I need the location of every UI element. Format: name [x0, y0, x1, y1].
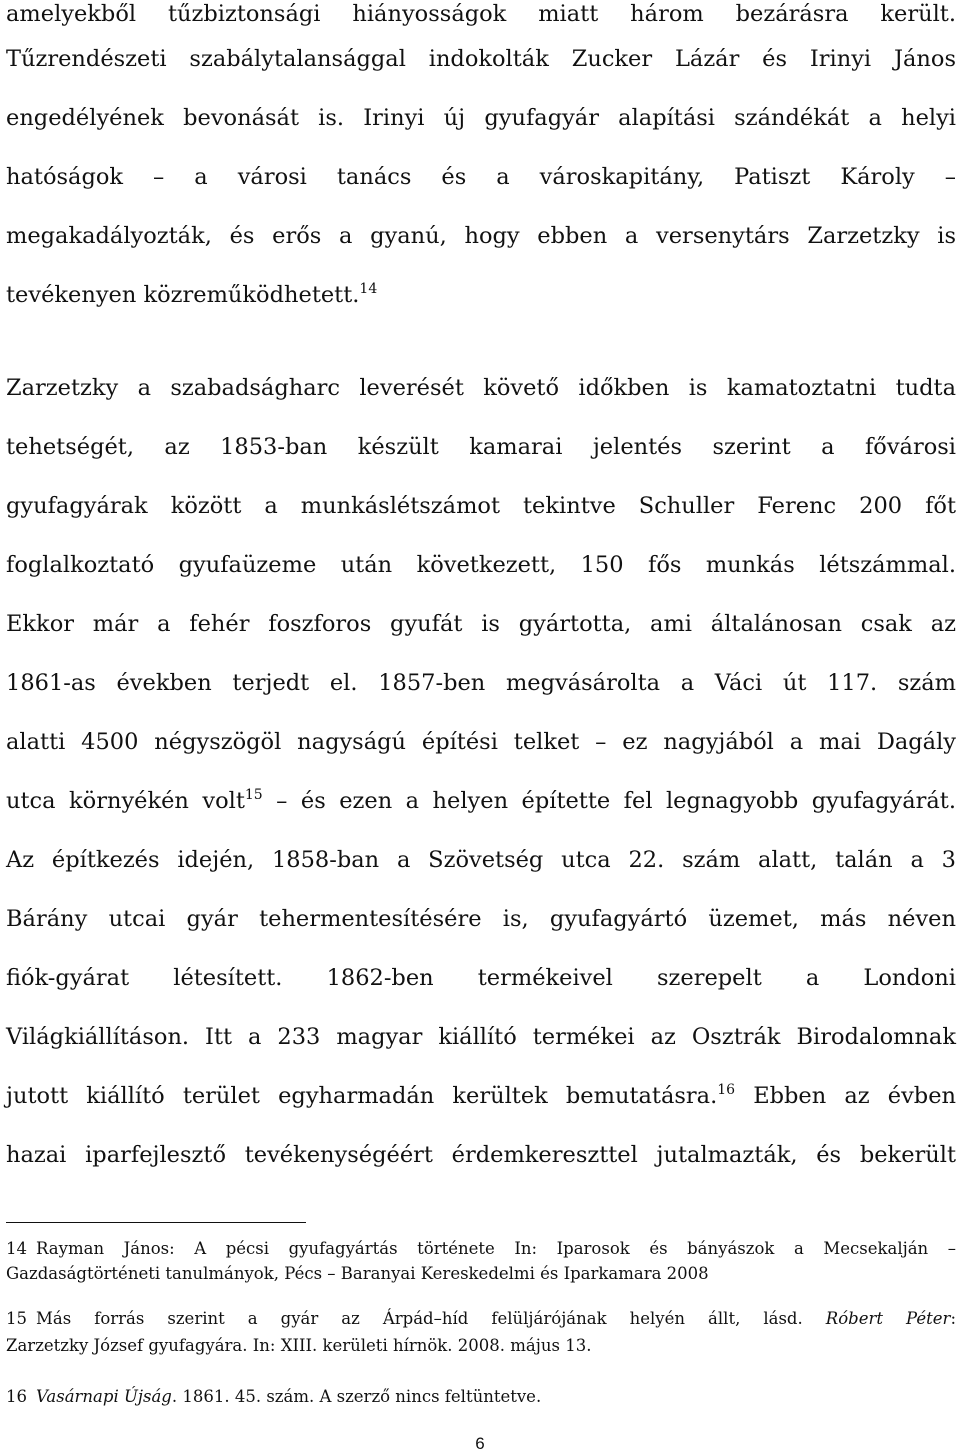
body-line: gyufagyárak között a munkáslétszámot tekintve Schuller Ferenc 200 főt	[6, 493, 956, 519]
footnote-16: 16 Vasárnapi Újság. 1861. 45. szám. A szerző nincs feltüntetve.	[6, 1387, 542, 1406]
footnote-ref-16[interactable]: 16	[717, 1082, 736, 1098]
footnote-number: 16	[6, 1387, 27, 1406]
footnote-14: 14 Rayman János: A pécsi gyufagyártás története In: Iparosok és bányászok a Mecsekalján –	[6, 1239, 956, 1258]
footnote-15-cont: Zarzetzky József gyufagyára. In: XIII. kerületi hírnök. 2008. május 13.	[6, 1336, 592, 1355]
body-line: Zarzetzky a szabadságharc leverését követő időkben is kamatoztatni tudta	[6, 375, 956, 401]
footnote-number: 14	[6, 1239, 27, 1258]
footnote-ref-14[interactable]: 14	[359, 281, 378, 297]
body-line: megakadályozták, és erős a gyanú, hogy ebben a versenytárs Zarzetzky is	[6, 223, 956, 249]
body-line: hazai iparfejlesztő tevékenységéért érdemkereszttel jutalmazták, és bekerült	[6, 1142, 956, 1168]
footnote-ref-15[interactable]: 15	[244, 787, 263, 803]
body-line: tevékenyen közreműködhetett.$^{14}$	[6, 281, 378, 308]
body-line: foglalkoztató gyufaüzeme után következett, 150 fős munkás létszámmal.	[6, 552, 956, 578]
body-line: Világkiállításon. Itt a 233 magyar kiállító termékei az Osztrák Birodalomnak	[6, 1024, 956, 1050]
body-line: amelyekből tűzbiztonsági hiányosságok miatt három bezárásra került.	[6, 1, 956, 27]
body-line: Bárány utcai gyár tehermentesítésére is, gyufagyártó üzemet, más néven	[6, 906, 956, 932]
footnote-15: 15 Más forrás szerint a gyár az Árpád–híd felüljárójának helyén állt, lásd. Róbert Péter:	[6, 1309, 957, 1328]
body-line: utca környékén volt$^{15}$ – és ezen a helyen építette fel legnagyobb gyufagyárát.	[6, 787, 956, 814]
body-line: 1861-as években terjedt el. 1857-ben megvásárolta a Váci út 117. szám	[6, 670, 956, 696]
body-line: jutott kiállító terület egyharmadán kerültek bemutatásra.$^{16}$ Ebben az évben	[6, 1082, 956, 1109]
body-line: tehetségét, az 1853-ban készült kamarai jelentés szerint a fővárosi	[6, 434, 956, 460]
footnote-14-cont: Gazdaságtörténeti tanulmányok, Pécs – Baranyai Kereskedelmi és Iparkamara 2008	[6, 1264, 709, 1283]
body-line: engedélyének bevonását is. Irinyi új gyufagyár alapítási szándékát a helyi	[6, 105, 956, 131]
body-line: Tűzrendészeti szabálytalansággal indokolták Zucker Lázár és Irinyi János	[6, 46, 956, 72]
body-line: Ekkor már a fehér foszforos gyufát is gyártotta, ami általánosan csak az	[6, 611, 956, 637]
footnote-separator	[6, 1222, 306, 1223]
body-line: Az építkezés idején, 1858-ban a Szövetség utca 22. szám alatt, talán a 3	[6, 847, 956, 873]
page-number: 6	[475, 1434, 485, 1453]
body-line: alatti 4500 négyszögöl nagyságú építési telket – ez nagyjából a mai Dagály	[6, 729, 956, 755]
footnote-number: 15	[6, 1309, 27, 1328]
body-line: fiók-gyárat létesített. 1862-ben termékeivel szerepelt a Londoni	[6, 965, 956, 991]
body-line: hatóságok – a városi tanács és a városkapitány, Patiszt Károly –	[6, 164, 956, 190]
